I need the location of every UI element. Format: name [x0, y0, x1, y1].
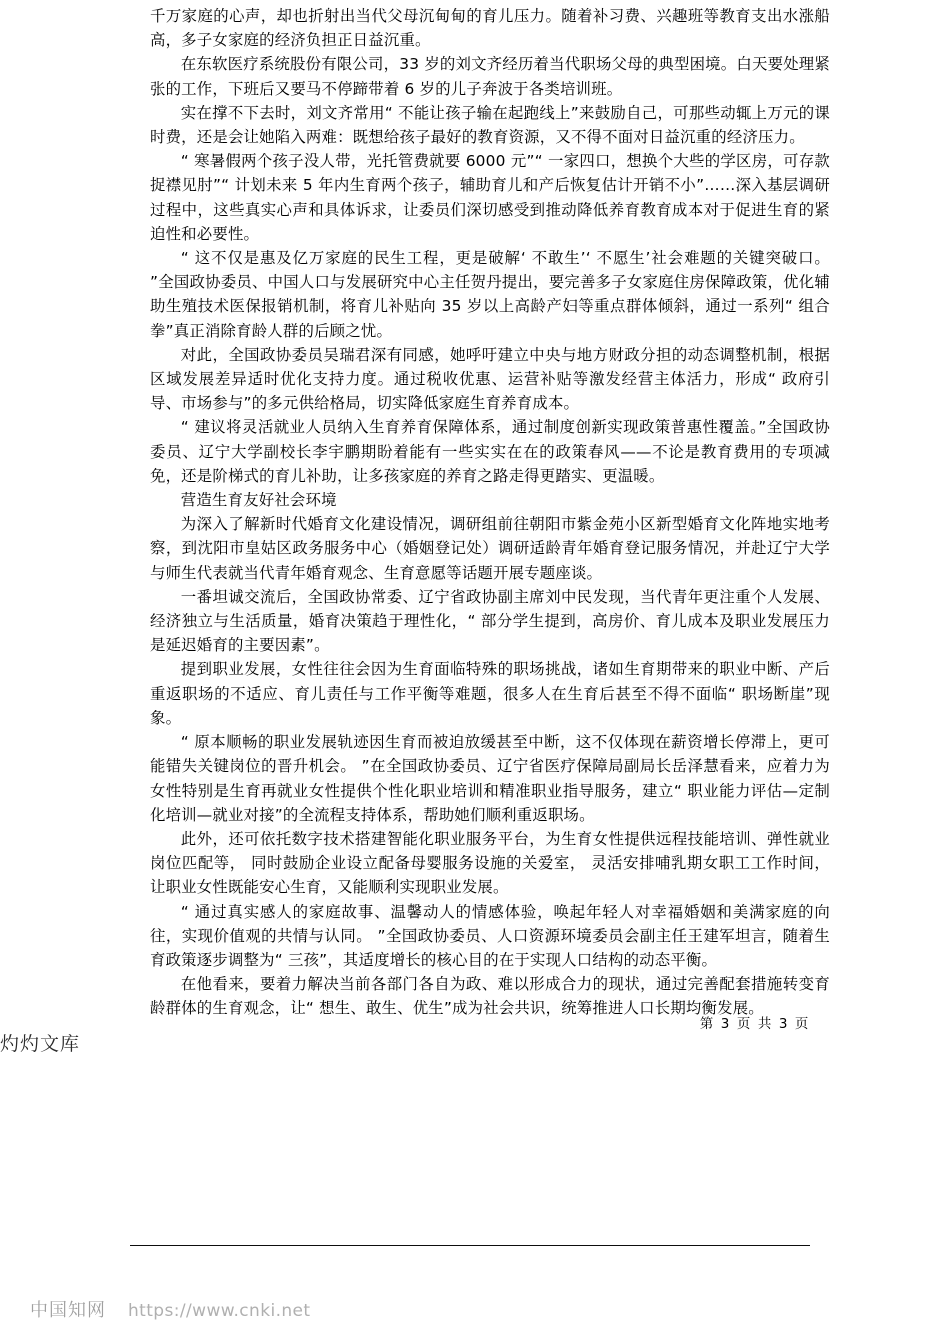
paragraph: “ 原本顺畅的职业发展轨迹因生育而被迫放缓甚至中断，这不仅体现在薪资增长停滞上，更可能错失关键岗位的晋升机会。 ”在全国政协委员、辽宁省医疗保障局副局长岳泽慧看来，应着力为女性特别是生育再就业女性提供个性化职业培训和精准职业指导服务，建立“ 职业能力评估—定制化培训—就业对接”的全流程支持体系，帮助她们顺利重返职场。 — [150, 733, 830, 824]
footer-divider — [130, 1245, 810, 1246]
paragraph: 一番坦诚交流后，全国政协常委、辽宁省政协副主席刘中民发现，当代青年更注重个人发展、经济独立与生活质量，婚育决策趋于理性化，“ 部分学生提到，高房价、育儿成本及职业发展压力是延迟婚育的主要因素”。 — [150, 587, 830, 655]
paragraph: 在他看来，要着力解决当前各部门各自为政、难以形成合力的现状，通过完善配套措施转变育龄群体的生育观念，让“ 想生、敢生、优生”成为社会共识，统筹推进人口长期均衡发展。 — [150, 975, 830, 1018]
cnki-brand-label: 中国知网 — [30, 1300, 106, 1321]
paragraph: “ 通过真实感人的家庭故事、温馨动人的情感体验，唤起年轻人对幸福婚姻和美满家庭的向往，实现价值观的共情与认同。 ”全国政协委员、人口资源环境委员会副主任王建军坦言，随着生育政策逐步调整为“ 三孩”，其适度增长的核心目的在于实现人口结构的动态平衡。 — [150, 902, 830, 969]
paragraph: 实在撑不下去时，刘文齐常用“ 不能让孩子输在起跑线上”来鼓励自己，可那些动辄上万元的课时费，还是会让她陷入两难：既想给孩子最好的教育资源，又不得不面对日益沉重的经济压力。 — [150, 103, 830, 147]
article-body — [150, 4, 830, 1021]
section-subheading: 营造生育友好社会环境 — [180, 491, 337, 510]
paragraph: “ 建议将灵活就业人员纳入生育养育保障体系，通过制度创新实现政策普惠性覆盖。”全国政协委员、辽宁大学副校长李宇鹏期盼着能有一些实实在在的政策春风——不论是教育费用的专项减免，还是阶梯式的育儿补助，让多孩家庭的养育之路走得更踏实、更温暖。 — [150, 418, 830, 485]
paragraph: 此外，还可依托数字技术搭建智能化职业服务平台，为生育女性提供远程技能培训、弹性就业岗位匹配等， 同时鼓励企业设立配备母婴服务设施的关爱室， 灵活安排哺乳期女职工工作时间，让职业女性既能安心生育，又能顺利实现职业发展。 — [150, 829, 830, 897]
paragraph: 千万家庭的心声，却也折射出当代父母沉甸甸的育儿压力。随着补习费、兴趣班等教育支出水涨船高，多子女家庭的经济负担正日益沉重。 — [150, 7, 830, 50]
document-watermark: 灼灼文库 — [0, 1033, 81, 1055]
paragraph: 提到职业发展，女性往往会因为生育面临特殊的职场挑战，诸如生育期带来的职业中断、产后重返职场的不适应、育儿责任与工作平衡等难题，很多人在生育后甚至不得不面临“ 职场断崖”现象。 — [150, 660, 830, 727]
paragraph: 在东软医疗系统股份有限公司，33 岁的刘文齐经历着当代职场父母的典型困境。白天要处理紧张的工作，下班后又要马不停蹄带着 6 岁的儿子奔波于各类培训班。 — [150, 55, 830, 98]
paragraph: “ 寒暑假两个孩子没人带，光托管费就要 6000 元”“ 一家四口，想换个大些的学区房，可存款捉襟见肘”“ 计划未来 5 年内生育两个孩子，辅助育儿和产后恢复估计开销不小”……深入基层调研过程中，这些真实心声和具体诉求，让委员们深切感受到推动降低养育教育成本对于促进生育的紧迫性和必要性。 — [150, 152, 830, 243]
page-number: 第 3 页 共 3 页 — [699, 1016, 810, 1032]
paragraph: 为深入了解新时代婚育文化建设情况，调研组前往朝阳市紫金苑小区新型婚育文化阵地实地考察，到沈阳市皇姑区政务服务中心（婚姻登记处）调研适龄青年婚育登记服务情况，并赴辽宁大学与师生代表就当代青年婚育观念、生育意愿等话题开展专题座谈。 — [150, 515, 830, 582]
cnki-footer — [30, 1296, 310, 1322]
cnki-url-link[interactable]: https://www.cnki.net — [128, 1301, 311, 1321]
paragraph: “ 这不仅是惠及亿万家庭的民生工程，更是破解‘ 不敢生’‘ 不愿生’社会难题的关键突破口。 ”全国政协委员、中国人口与发展研究中心主任贺丹提出，要完善多子女家庭住房保障政策，优化辅助生殖技术医保报销机制，将育儿补贴向 35 岁以上高龄产妇等重点群体倾斜，通过一系列“ 组合拳”真正消除育龄人群的后顾之忧。 — [150, 249, 830, 340]
paragraph: 对此，全国政协委员吴瑞君深有同感，她呼吁建立中央与地方财政分担的动态调整机制，根据区域发展差异适时优化支持力度。通过税收优惠、运营补贴等激发经营主体活力，形成“ 政府引导、市场参与”的多元供给格局，切实降低家庭生育养育成本。 — [150, 345, 830, 413]
